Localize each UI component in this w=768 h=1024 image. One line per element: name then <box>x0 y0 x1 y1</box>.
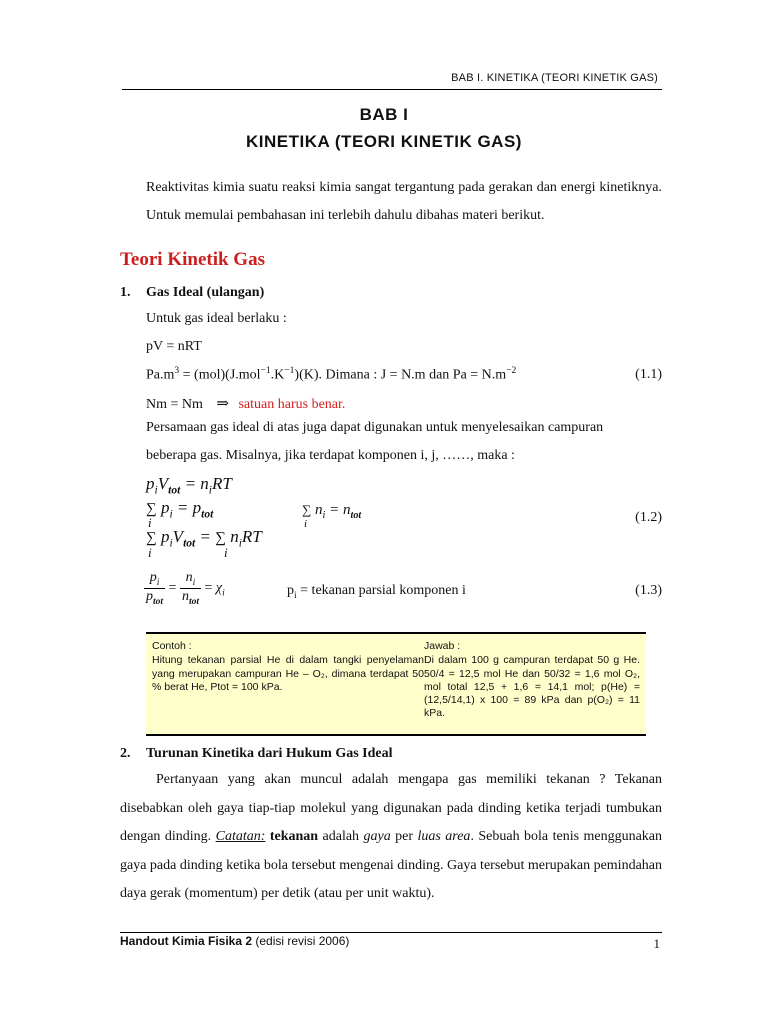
sum-index-1: i <box>148 515 152 530</box>
sum-index-3: i <box>148 545 152 560</box>
ideal-gas-intro: Untuk gas ideal berlaku : <box>146 311 287 326</box>
header-rule <box>122 89 662 90</box>
equation-units: $Pa.m^3 = (mol)(J.mol^{-1}.K^{-1})(K)$. Dimana : J = N.m dan $Pa = N.m^{-2}$ <box>146 366 517 383</box>
example-question-text: Hitung tekanan parsial He di dalam tangki penyelaman yang merupakan campuran He – O₂, dimana terdapat 50 % berat He, Ptot = 100 kPa. <box>152 654 424 693</box>
unit-warning: satuan harus benar. <box>238 397 346 412</box>
section-title: Teori Kinetik Gas <box>120 249 265 270</box>
partial-pressure-note: $p_i$ = tekanan parsial komponen i <box>287 583 466 601</box>
example-question <box>152 640 424 694</box>
equation-sum-moles: ∑ $n_i = n_{tot}$ <box>302 502 362 521</box>
footer-title: Handout Kimia Fisika 2 (edisi revisi 2006) <box>120 934 350 948</box>
sub2-title: Turunan Kinetika dari Hukum Gas Ideal <box>146 746 393 761</box>
equation-pv: pV = nRT <box>146 339 202 354</box>
equation-partial-ideal: $p_iV_{tot} = n_iRT$ <box>146 474 232 497</box>
intro-paragraph: Reaktivitas kimia suatu reaksi kimia sangat tergantung pada gerakan dan energi kinetiknya. Untuk memulai pembahasan ini terlebih dahulu dibahas materi berikut. <box>146 180 662 223</box>
equation-number-1-1: (1.1) <box>635 367 662 382</box>
example-answer-heading: Jawab : <box>424 640 461 652</box>
chapter-label: BAB I <box>359 105 409 124</box>
sub1-number: 1. <box>120 285 131 300</box>
sub1-title: Gas Ideal (ulangan) <box>146 285 265 300</box>
equation-number-1-2: (1.2) <box>635 510 662 525</box>
equation-mole-fraction: $\frac{p_i}{p_{tot}}$ = $\frac{n_i}{n_{tot}}$ = $\chi_i$ <box>146 570 225 607</box>
sum-index-2: i <box>304 518 308 530</box>
sub2-number: 2. <box>120 746 131 761</box>
equation-number-1-3: (1.3) <box>635 583 662 598</box>
running-header: BAB I. KINETIKA (TEORI KINETIK GAS) <box>451 72 658 84</box>
chapter-title: KINETIKA (TEORI KINETIK GAS) <box>246 132 522 151</box>
example-answer-text: Di dalam 100 g campuran terdapat 50 g He. 50/4 = 12,5 mol He dan 50/32 = 1,6 mol O₂, mol total 12,5 + 1,6 = 14,1 mol; p(He) = (12,5/14,1) x 100 = 89 kPa dan p(O₂) = 11 kPa. <box>424 654 640 720</box>
example-question-heading: Contoh : <box>152 640 192 652</box>
implies-arrow-icon: ⇒ <box>216 396 229 412</box>
nm-line: Nm = Nm ⇒ satuan harus benar. <box>146 396 346 412</box>
example-box <box>146 632 646 736</box>
example-answer <box>424 640 640 721</box>
equation-sum-ideal: ∑ $p_iV_{tot}$ = ∑ $n_iRT$ <box>146 527 262 550</box>
page-number: 1 <box>653 936 660 951</box>
equation-sum-pressure: ∑ $p_i = p_{tot}$ <box>146 498 214 521</box>
sum-index-4: i <box>224 545 228 560</box>
pressure-paragraph: Pertanyaan yang akan muncul adalah mengapa gas memiliki tekanan ? Tekanan disebabkan oleh gaya tiap-tiap molekul yang digunakan pada dinding ketika terjadi tumbukan dengan dinding. Catatan: tekanan adalah gaya per luas area. Sebuah bola tenis menggunakan gaya pada dinding ketika bola tersebut mengenai dinding. Gaya tersebut merupakan pemindahan daya gerak (momentum) per detik (atau per unit waktu). <box>120 772 663 901</box>
footer-rule <box>120 932 662 933</box>
mixture-paragraph: Persamaan gas ideal di atas juga dapat digunakan untuk menyelesaikan campuran beberapa gas. Misalnya, jika terdapat komponen i, j, ……, maka : <box>146 420 604 463</box>
